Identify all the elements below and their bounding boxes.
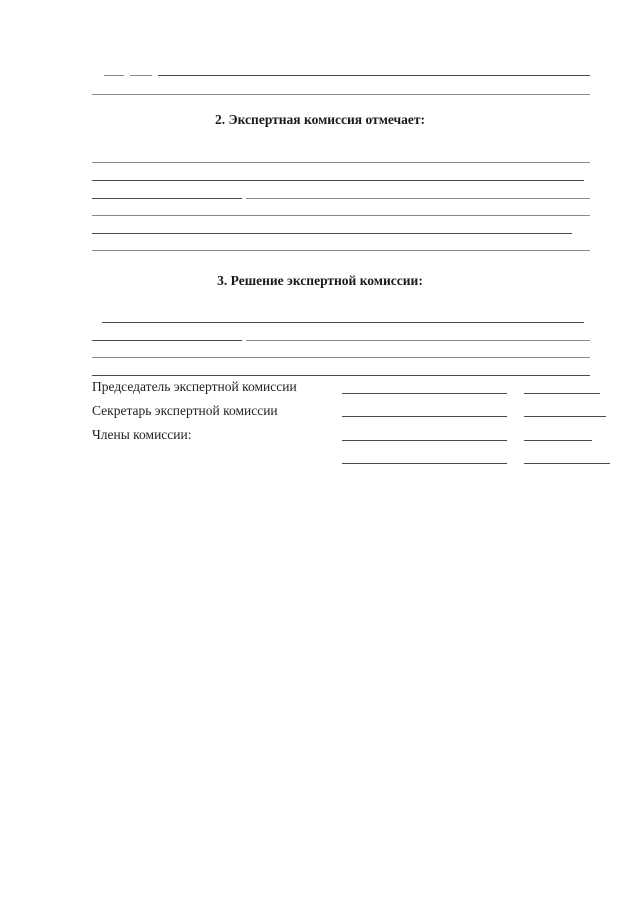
secretary-signature-line	[342, 416, 507, 417]
text-line	[130, 75, 152, 76]
text-line	[246, 198, 590, 199]
text-line	[92, 233, 572, 234]
text-line	[104, 75, 124, 76]
text-line	[92, 340, 242, 341]
text-line	[246, 340, 590, 341]
secretary-name-line	[524, 416, 606, 417]
text-line	[92, 357, 590, 358]
member-signature-line	[342, 440, 507, 441]
text-line	[92, 250, 590, 251]
section-2-heading: 2. Экспертная комиссия отмечает:	[214, 112, 426, 127]
text-line	[158, 75, 590, 76]
member-signature-line	[342, 463, 507, 464]
text-line	[92, 198, 242, 199]
chairman-label: Председатель экспертной комиссии	[92, 379, 297, 394]
secretary-label: Секретарь экспертной комиссии	[92, 403, 278, 418]
text-line	[92, 180, 584, 181]
member-name-line	[524, 440, 592, 441]
text-line	[102, 322, 584, 323]
chairman-signature-line	[342, 393, 507, 394]
member-name-line	[524, 463, 610, 464]
members-label: Члены комиссии:	[92, 427, 192, 442]
text-line	[92, 94, 590, 95]
text-line	[92, 215, 590, 216]
section-3-heading: 3. Решение экспертной комиссии:	[217, 273, 423, 288]
chairman-name-line	[524, 393, 600, 394]
text-line	[92, 375, 590, 376]
text-line	[92, 162, 590, 163]
